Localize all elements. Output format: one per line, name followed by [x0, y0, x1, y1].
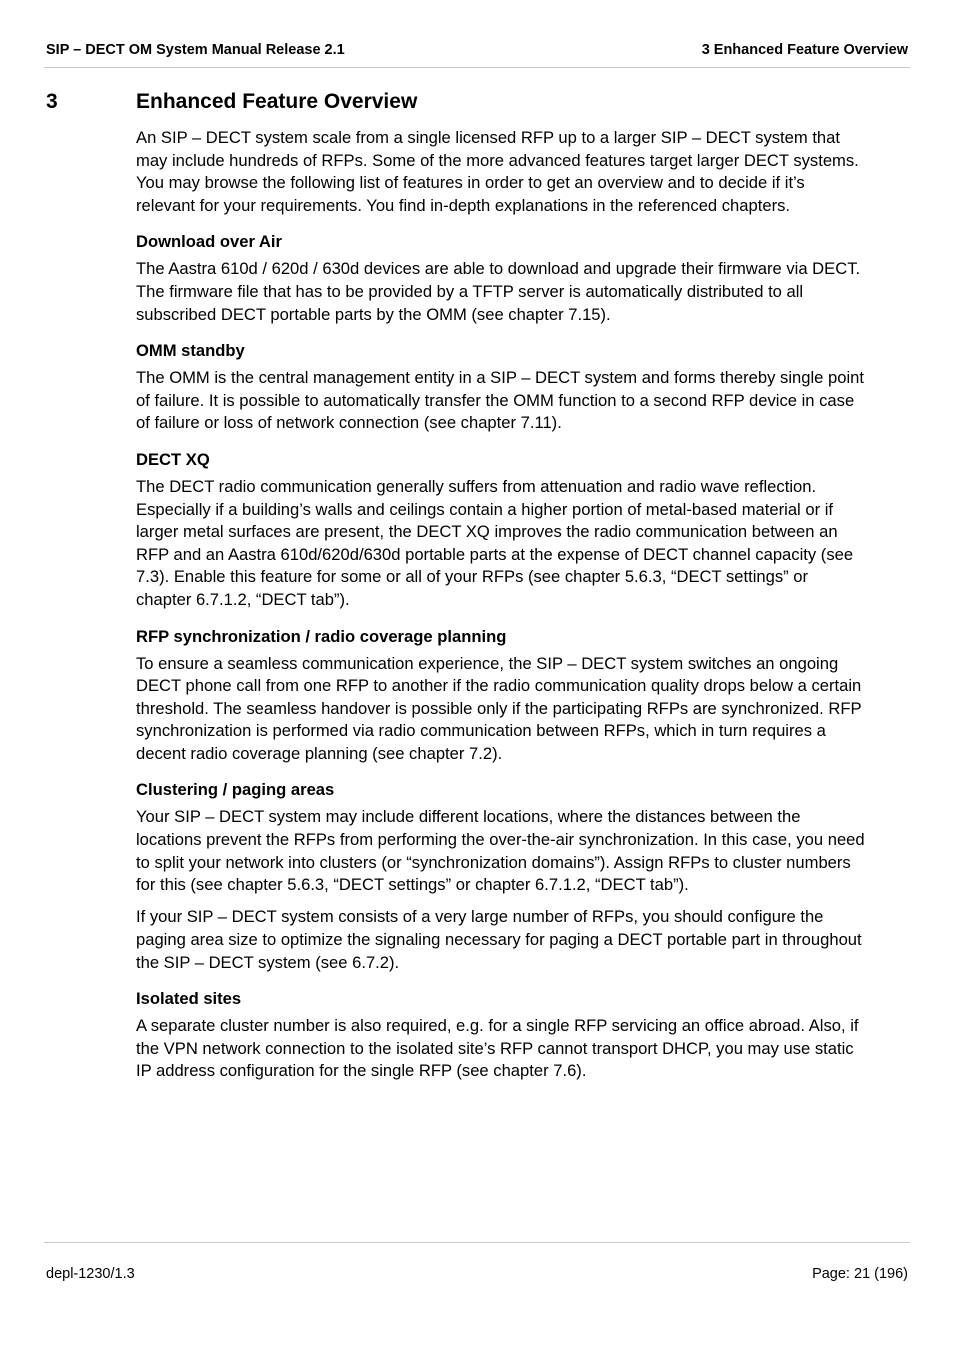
document-id: depl-1230/1.3 — [46, 1266, 135, 1282]
section-heading-rfp-synchronization: RFP synchronization / radio coverage planning — [136, 626, 507, 646]
page-number: Page: 21 (196) — [812, 1266, 908, 1282]
document-title: SIP – DECT OM System Manual Release 2.1 — [46, 42, 345, 58]
section-heading-clustering: Clustering / paging areas — [136, 780, 335, 800]
section-paragraph: Your SIP – DECT system may include different locations, where the distances between the locations prevent the RFPs from performing the over-the-air synchronization. In this case, you need to split your network into clusters (or “synchronization domains”). Assign RFPs to cluster numbers for this (see chapter 5.6.3, “DECT settings” or chapter 6.7.1.2, “DECT tab”). — [136, 807, 865, 895]
footer-divider — [44, 1242, 910, 1243]
section-paragraph: The Aastra 610d / 620d / 630d devices are able to download and upgrade their firmware via DECT. The firmware file that has to be provided by a TFTP server is automatically distributed to all subscribed DECT portable parts by the OMM (see chapter 7.15). — [136, 259, 861, 324]
section-heading-isolated-sites: Isolated sites — [136, 989, 242, 1009]
section-title: 3 Enhanced Feature Overview — [701, 42, 908, 58]
section-paragraph: The OMM is the central management entity in a SIP – DECT system and forms thereby single point of failure. It is possible to automatically transfer the OMM function to a second RFP device in case of failure or loss of network connection (see chapter 7.11). — [136, 368, 864, 433]
intro-paragraph: An SIP – DECT system scale from a single licensed RFP up to a larger SIP – DECT system that may include hundreds of RFPs. Some of the more advanced features target larger DECT systems. You may browse the following list of features in order to get an overview and to decide if it’s relevant for your requirements. You find in-depth explanations in the referenced chapters. — [136, 128, 859, 215]
section-paragraph: The DECT radio communication generally suffers from attenuation and radio wave reflection. Especially if a building’s walls and ceilings contain a higher portion of metal-based material or if larger metal surfaces are present, the DECT XQ improves the radio communication between an RFP and an Aastra 610d/620d/630d portable parts at the expense of DECT channel capacity (see 7.3). Enable this feature for some or all of your RFPs (see chapter 5.6.3, “DECT settings” or chapter 6.7.1.2, “DECT tab”). — [136, 476, 854, 609]
section-heading-omm-standby: OMM standby — [136, 341, 245, 361]
header-divider — [44, 67, 910, 68]
section-paragraph: To ensure a seamless communication experience, the SIP – DECT system switches an ongoing DECT phone call from one RFP to another if the radio communication quality drops below a certain threshold. The seamless handover is possible only if the participating RFPs are synchronized. RFP synchronization is performed via radio communication between RFPs, which in turn requires a decent radio coverage planning (see chapter 7.2). — [136, 653, 862, 763]
chapter-number: 3 — [46, 90, 58, 113]
running-header — [46, 42, 908, 62]
section-heading-dect-xq: DECT XQ — [136, 449, 210, 469]
section-heading-download-over-air: Download over Air — [136, 232, 282, 252]
section-paragraph: A separate cluster number is also required, e.g. for a single RFP servicing an office abroad. Also, if the VPN network connection to the isolated site’s RFP cannot transport DHCP, you may use static IP address configuration for the single RFP (see chapter 7.6). — [136, 1016, 859, 1081]
page-content — [136, 127, 866, 1092]
chapter-title: Enhanced Feature Overview — [136, 90, 418, 113]
section-paragraph: If your SIP – DECT system consists of a very large number of RFPs, you should configure the paging area size to optimize the signaling necessary for paging a DECT portable part in throughout the SIP – DECT system (see 6.7.2). — [136, 907, 862, 972]
